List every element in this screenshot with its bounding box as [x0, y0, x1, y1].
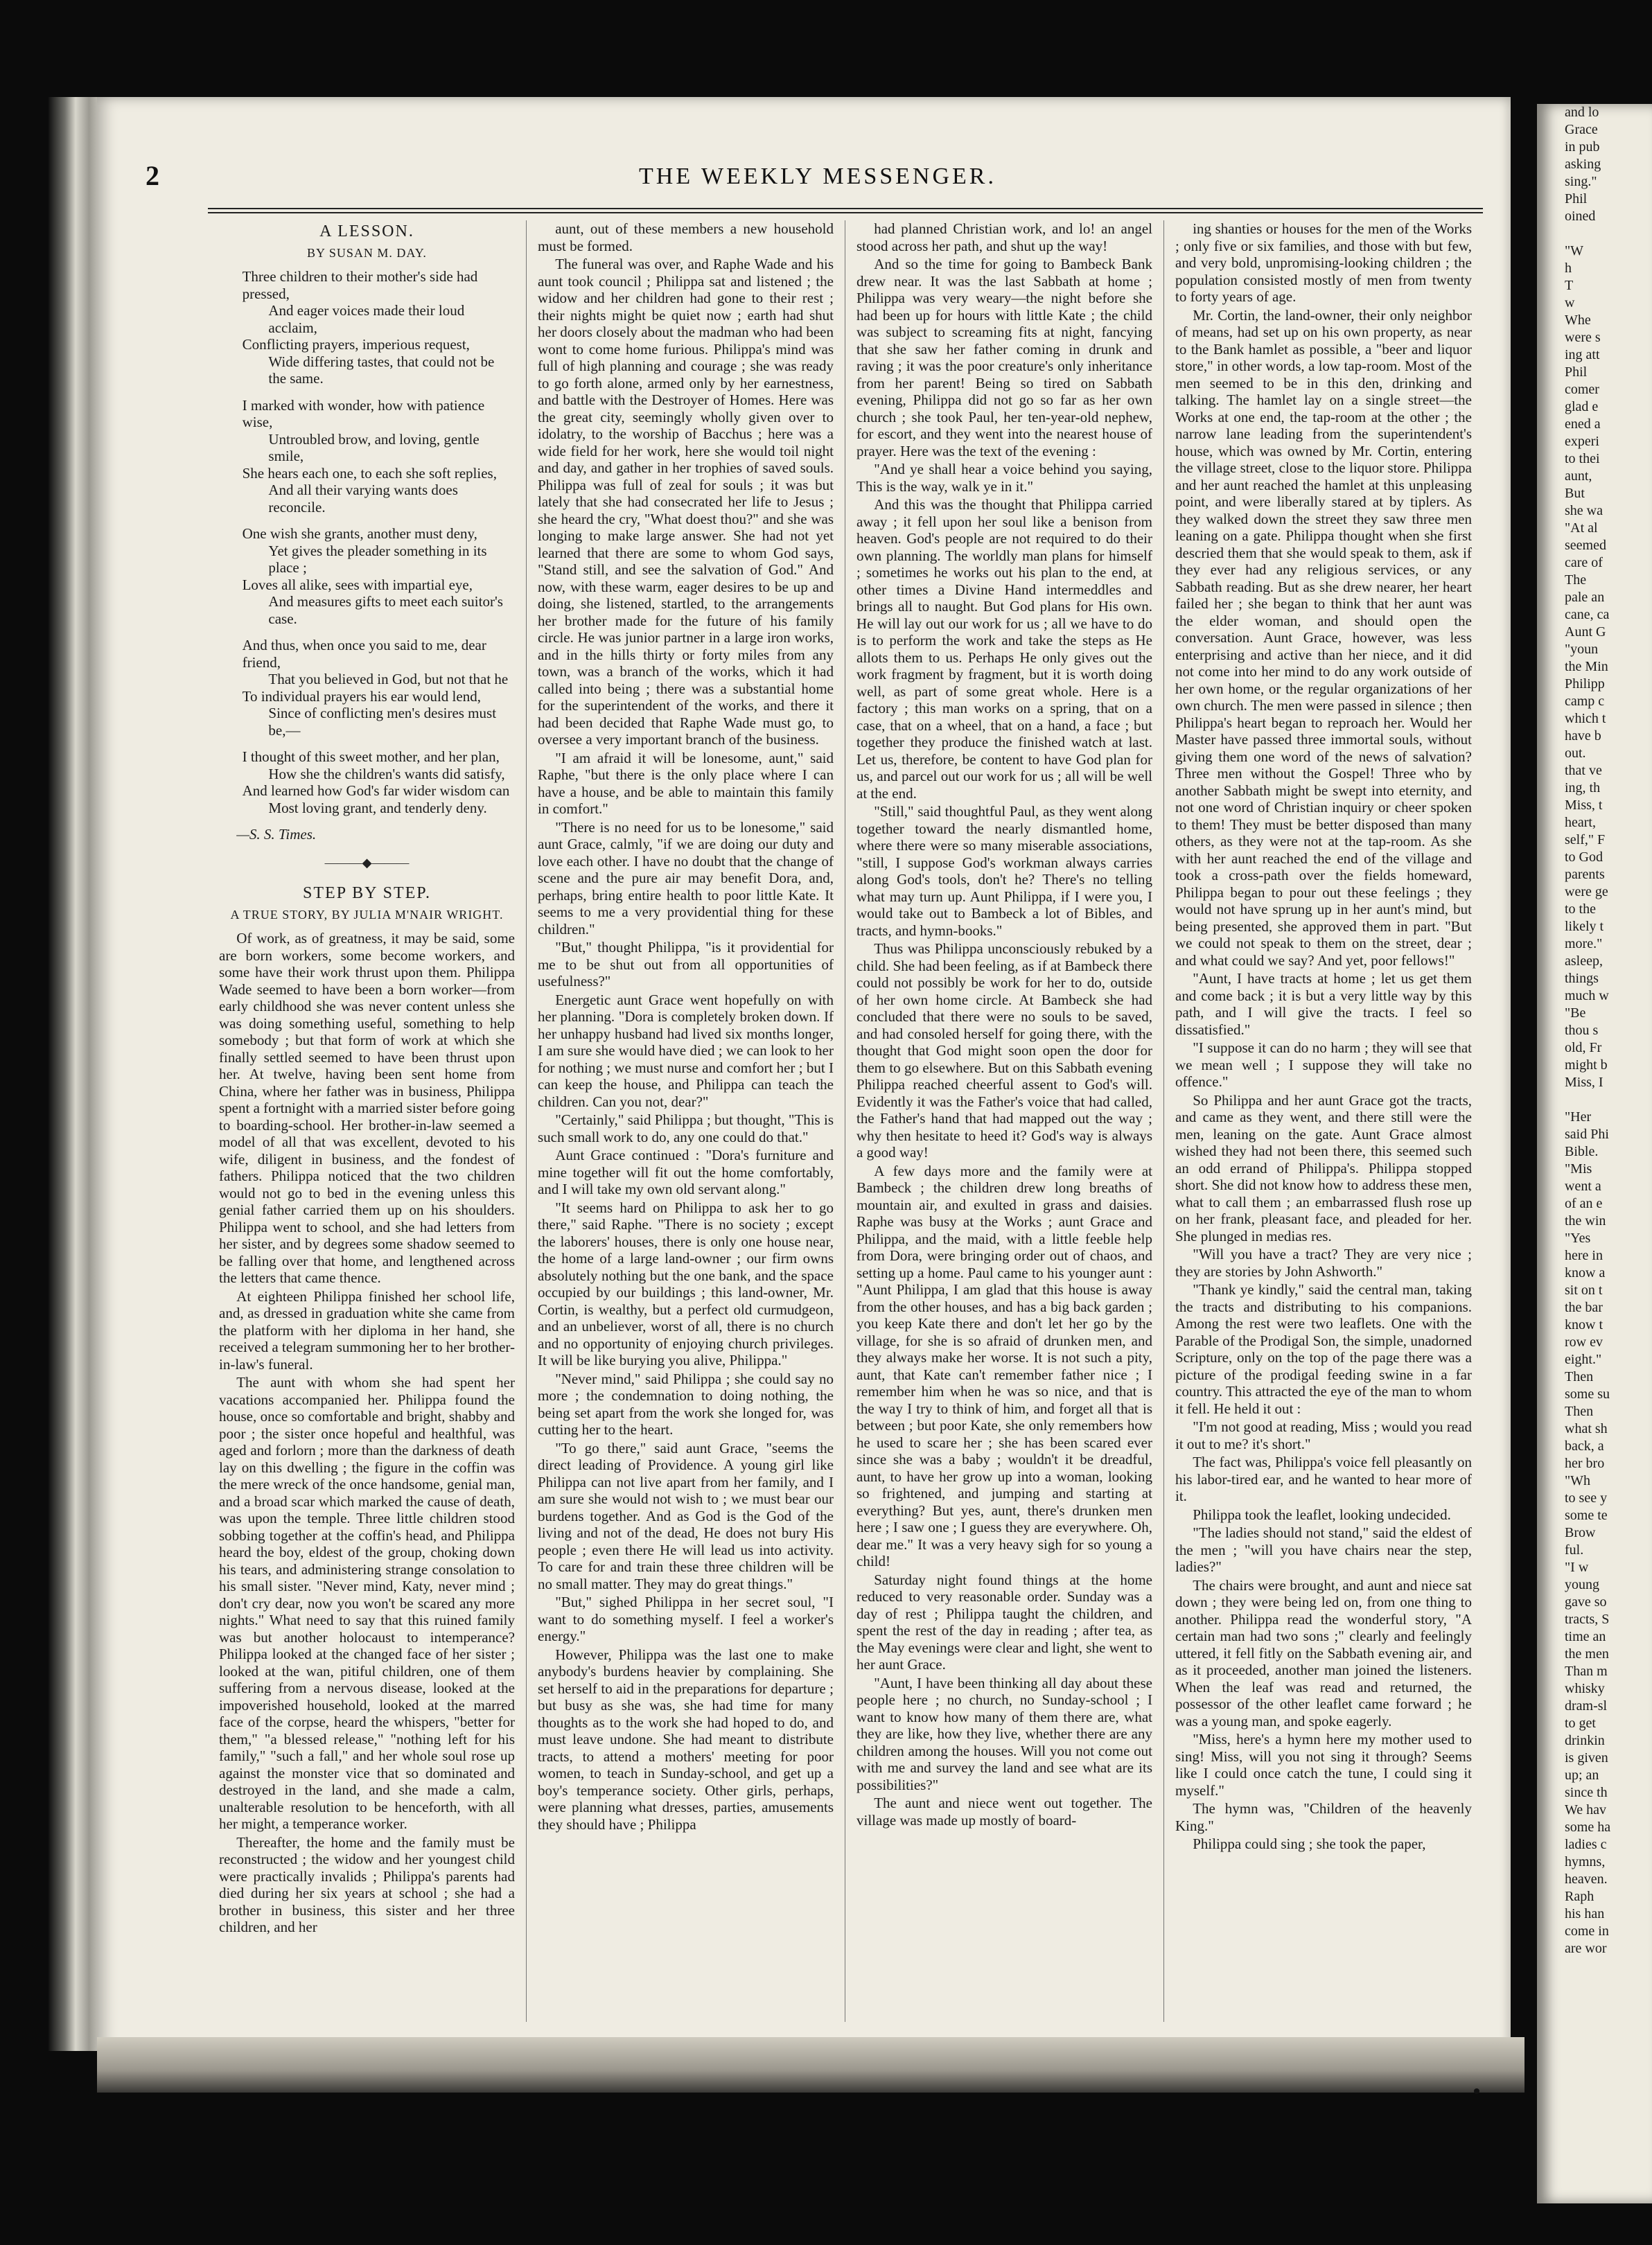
- facing-page-line: up; an: [1565, 1768, 1599, 1783]
- facing-page-line: heart,: [1565, 815, 1596, 830]
- facing-page-line: seemed: [1565, 538, 1606, 553]
- facing-page-line: "I w: [1565, 1560, 1589, 1575]
- facing-page-line: ful.: [1565, 1542, 1584, 1558]
- poem-line: How she the children's wants did satisfy,: [268, 765, 505, 782]
- poem-line: And all their varying wants does reconcile.: [268, 482, 458, 516]
- facing-page-line: asking: [1565, 157, 1601, 172]
- poem-line: Untroubled brow, and loving, gentle smile,: [268, 430, 480, 464]
- story-paragraph: Energetic aunt Grace went hopefully on with her planning. "Dora is completely broken down. If her unhappy husband had lived six months longer, I am sure she would have died ; we can look to her for nothing ; we must nurse and comfort her ; but I can keep the house, and Philippa can teach the children. Can you not, dear?": [538, 991, 834, 1110]
- story-paragraph: "There is no need for us to be lonesome," said aunt Grace, calmly, "if we are doing our duty and love each other. I have no doubt that the change of scene and the pure air may benefit Dora, and, perhaps, bring entire health to poor little Kate. It seems to me a very providential thing for these children.": [538, 818, 834, 937]
- facing-page-line: is given: [1565, 1750, 1608, 1766]
- poem-title: A LESSON.: [319, 222, 414, 240]
- story-paragraph: At eighteen Philippa finished her school life, and, as dressed in graduation white she came from the platform with her diploma in her hand, she received a telegram summoning her to her brother-in-law's funeral.: [219, 1287, 515, 1373]
- facing-page-line: were ge: [1565, 884, 1608, 899]
- facing-page-line: much w: [1565, 988, 1609, 1003]
- header-rule-double: [208, 212, 1483, 213]
- facing-page-line: young: [1565, 1577, 1599, 1592]
- facing-page-line: some ha: [1565, 1820, 1611, 1835]
- facing-page-line: dram-sl: [1565, 1698, 1608, 1714]
- facing-page-line: are wor: [1565, 1941, 1607, 1956]
- poem-source: —S. S. Times.: [236, 826, 317, 843]
- poem-line: Yet gives the pleader something in its place ;: [268, 542, 487, 576]
- story-paragraph: "And ye shall hear a voice behind you saying, This is the way, walk ye in it.": [856, 461, 1152, 495]
- poem-line: Loves all alike, sees with impartial eye,: [242, 576, 473, 593]
- facing-page-line: experi: [1565, 434, 1599, 449]
- facing-page-line: "Wh: [1565, 1473, 1591, 1488]
- poem-stanza: [219, 525, 515, 627]
- facing-page-line: "At al: [1565, 520, 1598, 536]
- poem-line: She hears each one, to each she soft replies,: [242, 464, 497, 482]
- facing-page-line: Than m: [1565, 1664, 1608, 1679]
- story-paragraph: "Never mind," said Philippa ; she could say no more ; the condemnation to doing nothing, the being set apart from the work she longed for, was cutting her to the heart.: [538, 1370, 834, 1438]
- story-paragraph: Of work, as of greatness, it may be said, some are born workers, some become workers, and some have their work thrust upon them. Philippa Wade seemed to have been a born worker—from early childhood she was never content unless she was doing something useful, something to help somebody ; but that form of work at which she finally settled seemed to have been thrust upon her. At twelve, having been sent home from China, where her father was in business, Philippa spent a fortnight with a married sister before going to boarding-school. Her brother-in-law seemed a model of all that was excellent, devoted to his wife, diligent in business, and the fondest of fathers. Philippa noticed that the two children would not go to bed in the evening unless this genial father carried them up on his shoulders. Philippa went to school, and she had letters from her sister, and by degrees some shadow seemed to be falling over that home, and lengthened across the letters that came thence.: [219, 930, 515, 1286]
- facing-page-line: gave so: [1565, 1594, 1607, 1610]
- facing-page-line: "W: [1565, 243, 1584, 258]
- facing-page-line: camp c: [1565, 694, 1605, 709]
- facing-page-line: to get: [1565, 1716, 1596, 1731]
- facing-page-line: tracts, S: [1565, 1612, 1610, 1627]
- story-paragraph: A few days more and the family were at Bambeck ; the children drew long breaths of mountain air, and exulted in grass and daisies. Raphe was busy at the Works ; aunt Grace and Philippa, and the maid, with a little feeble help from Dora, were bringing order out of chaos, and setting up a home. Paul came to his younger aunt : "Aunt Philippa, I am glad that this house is away from the other houses, and has a big back garden ; you keep Kate there and don't let her go by the village, for she is so afraid of drunken men, and they always make her worse. It is not such a pity, aunt, that Kate can't remember father nice ; I remember him when he was so nice, and that is the way I try to think of him, and forget all that is between ; but poor Kate, she only remembers how he used to scare her ; she has been scared ever since she was a baby ; wouldn't it be dreadful, aunt, to have her grow up into a woman, looking so frightened, and jumping and starting at everything? But yes, aunt, there's drunken men here ; I saw one ; I guess they are everywhere. Oh, dear me." It was a very heavy sigh for so young a child!: [856, 1162, 1152, 1569]
- story-paragraph: The aunt and niece went out together. The village was made up mostly of board-: [856, 1795, 1152, 1829]
- facing-page-line: ened a: [1565, 416, 1601, 432]
- story-paragraph: And so the time for going to Bambeck Bank drew near. It was the last Sabbath at home ; Philippa was very weary—the night before she had been up for hours with little Kate ; the child was subject to screaming fits at night, fancying that she saw her father coming in drunk and raving ; it was the poor creature's only inheritance from her parent! Being so tired on Sabbath evening, Philippa did not go so far as her own church ; she took Paul, her ten-year-old nephew, for escort, and they went into the nearest house of prayer. Here was the text of the evening :: [856, 256, 1152, 459]
- story-title: STEP BY STEP.: [303, 884, 431, 902]
- story-paragraph: "I suppose it can do no harm ; they will see that we mean well ; I suppose they will take no offence.": [1175, 1039, 1472, 1090]
- poem-line: To individual prayers his ear would lend,: [242, 687, 481, 705]
- facing-page-line: went a: [1565, 1179, 1601, 1194]
- story-paragraph: "Thank ye kindly," said the central man, taking the tracts and distributing to his companions. Among the rest were two leaflets. One with the Parable of the Prodigal Son, the simple, unadorned Scripture, only on the top of the page there was a picture of the prodigal feeding swine in a far country. This attracted the eye of the man to whom it fell. He held it out :: [1175, 1281, 1472, 1417]
- facing-page-line: said Phi: [1565, 1127, 1609, 1142]
- facing-page-line: ing att: [1565, 347, 1600, 362]
- facing-page: [1537, 104, 1652, 2203]
- story-paragraph: had planned Christian work, and lo! an angel stood across her path, and shut up the way!: [856, 220, 1152, 254]
- column-3-text: [856, 220, 1152, 1829]
- page-number: 2: [146, 160, 159, 191]
- story-paragraph: ing shanties or houses for the men of the Works ; only five or six families, and those with but few, and very bold, unpromising-looking children ; the population consisted mostly of men from twenty to forty years of age.: [1175, 220, 1472, 305]
- story-paragraph: "Still," said thoughtful Paul, as they went along together toward the nearly dismantled home, where there were so many miserable associations, "still, I suppose God's workman always carries along God's tools, don't he? There's no telling what may turn up. Aunt Philippa, if I were you, I would take out to Bambeck a lot of Bibles, and tracts, and hymn-books.": [856, 803, 1152, 939]
- facing-page-line: row ev: [1565, 1335, 1603, 1350]
- header-rule: [208, 208, 1483, 209]
- column-4: [1164, 220, 1483, 2022]
- facing-page-line: Brow: [1565, 1525, 1596, 1540]
- story-paragraph: Thereafter, the home and the family must be reconstructed ; the widow and her youngest child were practically invalids ; Philippa's parents had died during her six years at school ; she had a brother in business, this sister and her three children, and her: [219, 1833, 515, 1935]
- facing-page-line: whisky: [1565, 1681, 1605, 1696]
- facing-page-line: in pub: [1565, 139, 1600, 155]
- story-paragraph: aunt, out of these members a new household must be formed.: [538, 220, 834, 254]
- facing-page-line: likely t: [1565, 919, 1604, 934]
- facing-page-line: The: [1565, 572, 1587, 588]
- facing-page-line: to thei: [1565, 451, 1600, 466]
- facing-page-line: Miss, I: [1565, 1075, 1603, 1090]
- poem-body: [219, 268, 515, 816]
- story-paragraph: Philippa could sing ; she took the paper,: [1193, 1835, 1426, 1852]
- facing-page-line: [1537, 225, 1652, 243]
- column-1: [208, 220, 527, 2022]
- facing-page-line: that ve: [1565, 763, 1602, 778]
- poem-line: And thus, when once you said to me, dear friend,: [242, 637, 486, 671]
- facing-page-line: care of: [1565, 555, 1603, 570]
- facing-page-line: to God: [1565, 849, 1603, 865]
- facing-page-line: to the: [1565, 901, 1596, 917]
- story-paragraph: "I'm not good at reading, Miss ; would you read it out to me? it's short.": [1175, 1418, 1472, 1452]
- facing-page-line: "Be: [1565, 1005, 1586, 1021]
- facing-page-line: parents: [1565, 867, 1605, 882]
- facing-page-line: which t: [1565, 711, 1606, 726]
- poem-line: Conflicting prayers, imperious request,: [242, 336, 470, 353]
- story-paragraph: Aunt Grace continued : "Dora's furniture and mine together will fit out the home comfortably, and I will take my own old servant along.": [538, 1147, 834, 1197]
- facing-page-line: glad e: [1565, 399, 1599, 414]
- facing-page-line: know t: [1565, 1317, 1603, 1332]
- poem-line: That you believed in God, but not that he: [268, 671, 509, 687]
- facing-page-line: Phil: [1565, 191, 1588, 206]
- facing-page-line: Then: [1565, 1369, 1594, 1384]
- masthead: THE WEEKLY MESSENGER.: [639, 164, 996, 189]
- article-columns: [208, 220, 1483, 2022]
- facing-page-line: thou s: [1565, 1023, 1599, 1038]
- story-paragraph: The hymn was, "Children of the heavenly King.": [1175, 1800, 1472, 1834]
- story-paragraph: The aunt with whom she had spent her vacations accompanied her. Philippa found the house, once so comfortable and bright, shabby and poor ; the sister once hopeful and healthful, was aged and forlorn ; more than the darkness of death lay on this dwelling ; the figure in the coffin was the mere wreck of the once handsome, genial man, and a broad scar which marked the cause of death, was upon the temple. Three little children stood sobbing together at the coffin's head, and Philippa heard the boy, eldest of the group, choking down his tears, and administering strange consolation to his small sister. "Never mind, Katy, never mind ; don't cry dear, now you won't be scared any more nights." What need to say that this ruined family was but another holocaust to intemperance? Philippa looked at the changed face of her sister ; looked at the wan, pitiful children, one of them suffering from a nervous disease, looked at the impoverished household, looked at the marred face of the corpse, heard the whispers, "better for them," "a blessed release," "nothing left for his family," "such a fall," and her whole soul rose up against the monster vice that so dominated and destroyed in the land, and she made a calm, unalterable resolution to be henceforth, with all her might, a temperance worker.: [219, 1374, 515, 1832]
- story-byline: A TRUE STORY, BY JULIA M'NAIR WRIGHT.: [230, 907, 504, 922]
- facing-page-line: Grace: [1565, 122, 1598, 137]
- facing-page-line: We hav: [1565, 1802, 1607, 1817]
- facing-page-line: asleep,: [1565, 953, 1603, 969]
- poem-line: Since of conflicting men's desires must be,—: [268, 705, 497, 739]
- poem-line: Most loving grant, and tenderly deny.: [268, 799, 487, 816]
- facing-page-line: out.: [1565, 746, 1586, 761]
- facing-page-line: were s: [1565, 330, 1601, 345]
- facing-page-line: some su: [1565, 1386, 1610, 1402]
- story-paragraph: Philippa took the leaflet, looking undecided.: [1193, 1506, 1451, 1523]
- facing-page-line: come in: [1565, 1923, 1609, 1939]
- column-2: [527, 220, 845, 2022]
- poem-line: Wide differing tastes, that could not be the same.: [268, 353, 495, 387]
- story-paragraph: Saturday night found things at the home reduced to very reasonable order. Sunday was a day of rest ; Philippa taught the children, and spent the rest of the day in reading ; after tea, as the May evenings were clear and light, she went to her aunt Grace.: [856, 1571, 1152, 1673]
- facing-page-line: heaven.: [1565, 1872, 1608, 1887]
- facing-page-line: [1537, 1091, 1652, 1109]
- story-paragraph: And this was the thought that Philippa carried away ; it fell upon her soul like a benison from heaven. God's people are not required to do their own planning. The worldly man plans for himself ; sometimes he works out his plan to the end, at other times a Divine Hand intermeddles and brings all to naught. But God plans for His own. He will lay out our work for us ; all we have to do is to perform the work and take the steps as He allots them to us. Perhaps He only gives out the work fragment by fragment, but it is worth doing well, as part of some great whole. Here is a factory ; this man works on a spring, that on a case, that on a wheel, that on a hand, a face ; but together they produce the finished watch at last. Let us, therefore, be content to have God plan for us, and parcel out our work for us ; all will be well at the end.: [856, 496, 1152, 802]
- facing-page-line: sit on t: [1565, 1283, 1603, 1298]
- story-paragraph: "It seems hard on Philippa to ask her to go there," said Raphe. "There is no society ; except the laborers' houses, there is only one house near, the home of a large land-owner ; our firm owns absolutely nothing but the one bank, and the space occupied by our buildings ; this land-owner, Mr. Cortin, is wealthy, but a perfect old curmudgeon, and an unbeliever, worst of all, there is no church and no opportunity of enjoying church privileges. It will be like burying you alive, Philippa.": [538, 1199, 834, 1368]
- column-2-text: [538, 220, 834, 1833]
- facing-page-line: time an: [1565, 1629, 1606, 1644]
- story-paragraph: "Miss, here's a hymn here my mother used to sing! Miss, will you not sing it through? Seems like I could once catch the tune, I could sing it myself.": [1175, 1731, 1472, 1799]
- facing-page-line: comer: [1565, 382, 1599, 397]
- facing-page-line: pale an: [1565, 590, 1605, 605]
- facing-page-line: Whe: [1565, 312, 1591, 328]
- poem-line: One wish she grants, another must deny,: [242, 525, 477, 542]
- facing-page-line: self," F: [1565, 832, 1606, 847]
- separator-ornament: ———◆———: [324, 855, 410, 870]
- facing-page-line: his han: [1565, 1906, 1605, 1921]
- facing-page-line: know a: [1565, 1265, 1606, 1280]
- facing-page-line: more.": [1565, 936, 1603, 951]
- facing-page-line: she wa: [1565, 503, 1603, 518]
- facing-page-line: hymns,: [1565, 1854, 1606, 1869]
- column-4-text: [1175, 220, 1472, 1853]
- facing-page-line: "Yes: [1565, 1231, 1591, 1246]
- story-paragraph: "Aunt, I have been thinking all day about these people here ; no church, no Sunday-school ; I want to know how many of them there are, what they are like, how they live, whether there are any children among the houses. Will you not come out with me and survey the land and see what are its possibilities?": [856, 1674, 1152, 1793]
- story-paragraph: However, Philippa was the last one to make anybody's burdens heavier by complaining. She set herself to aid in the preparations for departure ; but busy as she was, she had time for many thoughts as to the work she had hoped to do, and must leave undone. She had meant to distribute tracts, to attend a mothers' meeting for poor women, to teach in Sunday-school, and get up a boy's temperance society. Other girls, perhaps, were planning what dresses, parties, amusements they should have ; Philippa: [538, 1646, 834, 1833]
- facing-page-line: But: [1565, 486, 1585, 501]
- facing-page-line: old, Fr: [1565, 1040, 1602, 1055]
- story-paragraph: "But," thought Philippa, "is it providential for me to be shut out from all opportunities of usefulness?": [538, 939, 834, 989]
- story-paragraph: "To go there," said aunt Grace, "seems the direct leading of Providence. A young girl like Philippa can not live apart from her family, and I am sure she would not wish to ; we must bear our burdens together. And as God is the God of the living and not of the dead, He does not bury His people ; even there He will lead us into activity. To care for and train these three children will be no small matter. They may do great things.": [538, 1439, 834, 1592]
- facing-page-line: Aunt G: [1565, 624, 1606, 640]
- story-paragraph: The funeral was over, and Raphe Wade and his aunt took council ; Philippa sat and listened ; the widow and her children had gone to their rest ; their nights might be quiet now ; earth had shut her doors closely about the madman who had been wont to come home furious. Philippa's mind was full of high planning and courage ; she was ready to go forth alone, armed only by her earnestness, and battle with the Destroyer of Homes. Here was the great city, seemingly wholly given over to idolatry, to the worship of Bacchus ; here was a wide field for her work, here she would toil night and day, and gather in her trophies of saved souls. Philippa was full of zeal for souls ; it was but lately that she had consecrated her life to Jesus ; she heard the cry, "What doest thou?" and she was longing to make large answer. She had not yet learned that there are some to whom God says, "Stand still, and see the salvation of God." And now, with these warm, eager desires to be up and doing, she listened, startled, to the arrangements her brother made for the future of his family circle. He was junior partner in a large iron works, and in the hills thirty or forty miles from any town, was a branch of the works, which it had called into being ; there was a substantial home for the superintendent of the works, and there it had been decided that Raphe Wade must go, to oversee a very important branch of the business.: [538, 256, 834, 748]
- poem-author: BY SUSAN M. DAY.: [307, 245, 427, 260]
- poem-line: And eager voices made their loud acclaim,: [268, 302, 465, 336]
- facing-page-line: Bible.: [1565, 1144, 1599, 1159]
- facing-page-line: ing, th: [1565, 780, 1601, 795]
- story-paragraph: "The ladies should not stand," said the eldest of the men ; "will you have chairs near the step, ladies?": [1175, 1524, 1472, 1575]
- facing-page-line: Phil: [1565, 364, 1588, 380]
- facing-page-line: what sh: [1565, 1421, 1608, 1436]
- story-paragraph: "Will you have a tract? They are very nice ; they are stories by John Ashworth.": [1175, 1246, 1472, 1280]
- facing-page-line: w: [1565, 295, 1575, 310]
- facing-page-line: oined: [1565, 209, 1596, 224]
- facing-page-line: Then: [1565, 1404, 1594, 1419]
- poem-line: I thought of this sweet mother, and her plan,: [242, 748, 500, 765]
- facing-page-line: might b: [1565, 1057, 1608, 1073]
- poem-line: Three children to their mother's side had pressed,: [242, 268, 478, 302]
- story-paragraph: Mr. Cortin, the land-owner, their only neighbor of means, had set up on his own property, as near to the Bank hamlet as possible, a "beer and liquor store," in other words, a low tap-room. Most of the men seemed to be in this den, drinking and talking. The hamlet lay on a single street—the Works at one end, the tap-room at the other ; the narrow lane leading from the superintendent's house, which was owned by Mr. Cortin, entering the village street, close to the liquor store. Philippa and her aunt reached the hamlet at this unpleasing point, and were liberally stared at by tiplers. As they walked down the street they saw three men leaning on a gate. Philippa thought when she first descried them that she would speak to them, ask if they ever had any religious services, or any Sabbath reading. But as she drew nearer, her heart failed her ; she began to think that her aunt was the elder woman, and should open the conversation. Aunt Grace, however, was less enterprising and active than her niece, and it did not come into her mind to do any work outside of her own home, or the regular organizations of her own church. The men were passed in silence ; then Philippa's heart began to reproach her. Would her Master have passed three immortal souls, without giving them one word of the news of salvation? Three men without the Gospel! Three who by another Sabbath might be swept into eternity, and not one word of Christian inquiry or cheer spoken to them! They must be better disposed than many others, as they were not at the tap-room. As she with her aunt reached the end of the village and took a cross-path over the fields homeward, Philippa began to pour out these feelings ; they would not have sprung up in her aunt's mind, but being presented, she approved them in part. "But we could not speak to them on the street, dear ; and what could we say? And yet, poor fellows!": [1175, 306, 1472, 969]
- facing-page-line: T: [1565, 278, 1574, 293]
- ink-dot: [1474, 2088, 1479, 2094]
- poem-stanza: [219, 748, 515, 816]
- facing-page-line: her bro: [1565, 1456, 1605, 1471]
- facing-page-line: ladies c: [1565, 1837, 1607, 1852]
- facing-page-line: "Mis: [1565, 1161, 1592, 1177]
- facing-page-line: Raph: [1565, 1889, 1594, 1904]
- facing-page-line: aunt,: [1565, 468, 1592, 484]
- story-paragraph: "Certainly," said Philippa ; but thought, "This is such small work to do, any one could do that.": [538, 1111, 834, 1145]
- facing-page-line: some te: [1565, 1508, 1608, 1523]
- page-bottom-edge: [97, 2037, 1524, 2093]
- story-paragraph: So Philippa and her aunt Grace got the tracts, and came as they went, and there still were the men, leaning on the gate. Aunt Grace almost wished they had not been there, this seemed such an odd errand of Philippa's. Philippa stopped short. She did not know how to address these men, what to call them ; an embarrassed flush rose up on her frank, pleasant face, and pleaded for her. She plunged in medias res.: [1175, 1091, 1472, 1244]
- facing-page-line: Philipp: [1565, 676, 1605, 692]
- poem-stanza: [219, 268, 515, 387]
- facing-page-line: sing.": [1565, 174, 1597, 189]
- column-3: [845, 220, 1164, 2022]
- story-paragraph: The fact was, Philippa's voice fell pleasantly on his labor-tired ear, and he wanted to hear more of it.: [1175, 1454, 1472, 1504]
- story-paragraph: "Aunt, I have tracts at home ; let us get them and come back ; it is but a very little way by this path, and I will give the tracts. I feel so dissatisfied.": [1175, 970, 1472, 1038]
- facing-page-line: and lo: [1565, 105, 1599, 120]
- poem-line: And learned how God's far wider wisdom can: [242, 782, 510, 799]
- facing-page-line: the win: [1565, 1213, 1606, 1229]
- facing-page-line: drinkin: [1565, 1733, 1605, 1748]
- column-1-text: [219, 930, 515, 1936]
- poem-line: And measures gifts to meet each suitor's case.: [268, 593, 503, 627]
- facing-page-line: "Her: [1565, 1109, 1592, 1125]
- facing-page-line: h: [1565, 261, 1572, 276]
- facing-page-line: to see y: [1565, 1490, 1608, 1506]
- facing-page-line: "youn: [1565, 642, 1599, 657]
- poem-stanza: [219, 397, 515, 516]
- facing-page-line: things: [1565, 971, 1599, 986]
- facing-page-line: cane, ca: [1565, 607, 1610, 622]
- page-header: [146, 159, 1490, 194]
- facing-page-line: here in: [1565, 1248, 1603, 1263]
- facing-page-line: have b: [1565, 728, 1601, 743]
- facing-page-line: the Min: [1565, 659, 1608, 674]
- poem-line: I marked with wonder, how with patience wise,: [242, 396, 485, 430]
- facing-page-line: of an e: [1565, 1196, 1603, 1211]
- facing-page-line: the bar: [1565, 1300, 1603, 1315]
- story-paragraph: "But," sighed Philippa in her secret soul, "I want to do something myself. I feel a worker's energy.": [538, 1594, 834, 1644]
- facing-page-line: eight.": [1565, 1352, 1602, 1367]
- facing-page-line: Miss, t: [1565, 798, 1603, 813]
- facing-page-line: the men: [1565, 1646, 1609, 1662]
- facing-page-line: back, a: [1565, 1438, 1604, 1454]
- facing-page-line: since th: [1565, 1785, 1608, 1800]
- story-paragraph: The chairs were brought, and aunt and niece sat down ; they were being led on, from one thing to another. Philippa read the wonderful story, "A certain man had two sons ;" clearly and feelingly uttered, it fell fitly on the Sabbath evening air, and as it proceeded, another man joined the listeners. When the leaf was read and returned, the possessor of the other leaflet came forward ; he was a young man, and spoke eagerly.: [1175, 1576, 1472, 1729]
- story-paragraph: Thus was Philippa unconsciously rebuked by a child. She had been feeling, as if at Bambeck there could not possibly be work for her to do, outside of her own home circle. At Bambeck she had concluded that there were no souls to be saved, and had consoled herself for going there, with the thought that God might soon open the door for them to go elsewhere. But on this Sabbath evening Philippa reached cheerful assent to God's will. Evidently it was the Father's voice that had called, the Father's hand that had mapped out the way ; why then hesitate to heed it? God's way is always a good way!: [856, 940, 1152, 1161]
- story-paragraph: "I am afraid it will be lonesome, aunt," said Raphe, "but there is the only place where I can have a house, and be able to maintain this family in comfort.": [538, 749, 834, 817]
- poem-stanza: [219, 637, 515, 739]
